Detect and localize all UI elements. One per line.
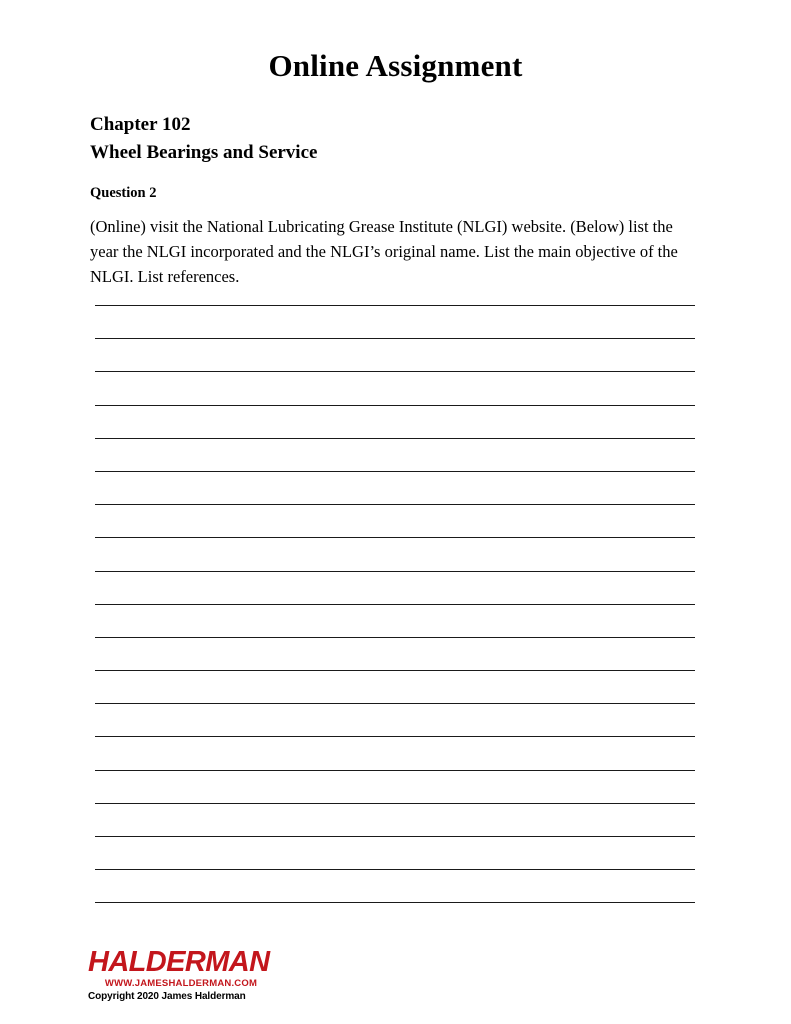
question-prompt: (Online) visit the National Lubricating Grease Institute (NLGI) website. (Below) list the year the NLGI incorporated and the NLGI’s original name. List the main objective of the NLGI. List references. bbox=[90, 217, 678, 287]
answer-line[interactable] bbox=[95, 405, 695, 406]
answer-line[interactable] bbox=[95, 604, 695, 605]
chapter-heading bbox=[90, 111, 317, 166]
answer-line[interactable] bbox=[95, 770, 695, 771]
answer-line[interactable] bbox=[95, 504, 695, 505]
answer-line[interactable] bbox=[95, 803, 695, 804]
page-title: Online Assignment bbox=[268, 48, 523, 83]
answer-line[interactable] bbox=[95, 571, 695, 572]
halderman-logo: HALDERMAN bbox=[88, 946, 270, 978]
answer-line[interactable] bbox=[95, 637, 695, 638]
answer-line[interactable] bbox=[95, 471, 695, 472]
chapter-title: Wheel Bearings and Service bbox=[90, 141, 318, 163]
chapter-number: Chapter 102 bbox=[90, 114, 191, 135]
answer-lines bbox=[95, 305, 695, 936]
answer-line[interactable] bbox=[95, 305, 695, 306]
answer-line[interactable] bbox=[95, 338, 695, 339]
answer-line[interactable] bbox=[95, 438, 695, 439]
answer-line[interactable] bbox=[95, 371, 695, 372]
website-url: WWW.JAMESHALDERMAN.COM bbox=[104, 978, 258, 989]
copyright-notice: Copyright 2020 James Halderman bbox=[88, 991, 246, 1002]
page-footer bbox=[88, 948, 348, 1002]
answer-line[interactable] bbox=[95, 537, 695, 538]
answer-line[interactable] bbox=[95, 836, 695, 837]
answer-line[interactable] bbox=[95, 703, 695, 704]
question-label: Question 2 bbox=[90, 185, 157, 201]
answer-line[interactable] bbox=[95, 869, 695, 870]
answer-line[interactable] bbox=[95, 902, 695, 903]
answer-line[interactable] bbox=[95, 670, 695, 671]
answer-line[interactable] bbox=[95, 736, 695, 737]
